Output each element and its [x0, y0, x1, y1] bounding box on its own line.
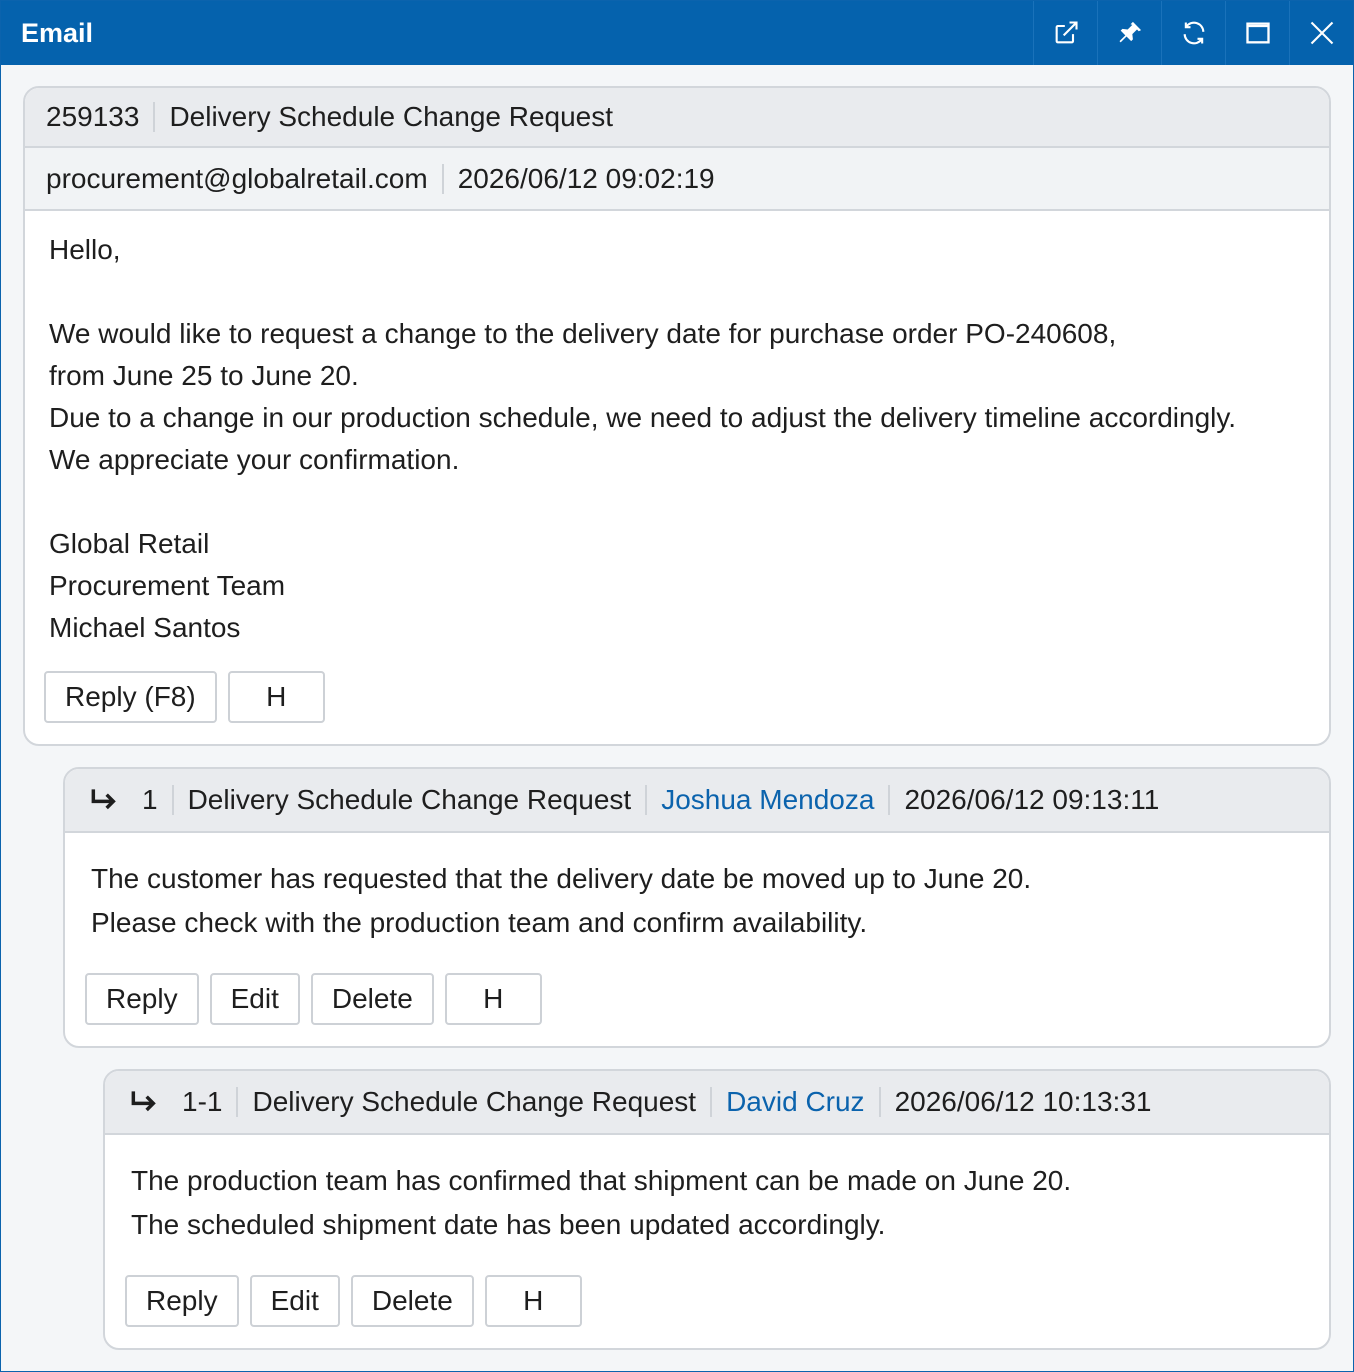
message-datetime: 2026/06/12 09:02:19 [457, 162, 715, 194]
refresh-icon [1180, 19, 1208, 47]
reply-button[interactable]: Reply [125, 1275, 239, 1327]
h-button[interactable]: H [485, 1275, 582, 1327]
reply-subject: Delivery Schedule Change Request [187, 784, 632, 815]
sender-email: procurement@globalretail.com [46, 162, 428, 194]
reply-arrow-icon [128, 1086, 160, 1118]
reply-body: The production team has confirmed that shipment can be made on June 20. The scheduled shipment date has been updated accordingly. [131, 1165, 1072, 1240]
reply-author-link[interactable]: Joshua Mendoza [661, 784, 875, 815]
reply-button[interactable]: Reply [85, 973, 199, 1025]
message-card [23, 86, 1331, 746]
divider [236, 1087, 238, 1117]
pin-icon [1116, 19, 1144, 47]
message-meta [25, 148, 1329, 211]
reply-f8-button[interactable]: Reply (F8) [44, 671, 217, 723]
email-content [1, 65, 1353, 1350]
message-id: 259133 [46, 101, 140, 132]
reply-actions [105, 1275, 1329, 1327]
edit-button[interactable]: Edit [210, 973, 300, 1025]
reply-number: 1 [142, 784, 158, 815]
message-subject: Delivery Schedule Change Request [169, 101, 614, 132]
window-title: Email [21, 17, 94, 48]
open-external-button[interactable] [1033, 1, 1097, 65]
reply-card [103, 1069, 1331, 1350]
title-actions [1033, 1, 1353, 65]
close-button[interactable] [1289, 1, 1353, 65]
reply-header [65, 769, 1329, 833]
message-header [25, 88, 1329, 148]
delete-button[interactable]: Delete [351, 1275, 474, 1327]
pin-button[interactable] [1097, 1, 1161, 65]
maximize-button[interactable] [1225, 1, 1289, 65]
maximize-icon [1244, 19, 1272, 47]
reply-number: 1-1 [182, 1086, 223, 1117]
edit-button[interactable]: Edit [250, 1275, 340, 1327]
reply-body: The customer has requested that the delivery date be moved up to June 20. Please check with the production team and confirm availability. [91, 863, 1032, 938]
message-actions [25, 671, 1329, 723]
divider [153, 102, 155, 132]
divider [710, 1087, 712, 1117]
reply-arrow-icon [88, 784, 120, 816]
divider [879, 1087, 881, 1117]
divider [645, 785, 647, 815]
h-button[interactable]: H [445, 973, 542, 1025]
reply-actions [65, 973, 1329, 1025]
refresh-button[interactable] [1161, 1, 1225, 65]
reply-card [63, 767, 1331, 1048]
reply-datetime: 2026/06/12 10:13:31 [894, 1086, 1152, 1117]
h-button[interactable]: H [228, 671, 325, 723]
reply-datetime: 2026/06/12 09:13:11 [904, 784, 1160, 815]
divider [442, 164, 444, 194]
message-body: Hello, We would like to request a change to the delivery date for purchase order PO-240608, from June 25 to June 20. Due to a change in our production schedule, we need to adjust the delivery timeline accordingly. We appreciate your confirmation. Global Retail Procurement Team Michael Santos [49, 234, 1237, 643]
delete-button[interactable]: Delete [311, 973, 434, 1025]
external-link-icon [1052, 19, 1080, 47]
close-icon [1308, 19, 1336, 47]
divider [172, 785, 174, 815]
divider [888, 785, 890, 815]
reply-header [105, 1071, 1329, 1135]
reply-author-link[interactable]: David Cruz [726, 1086, 865, 1117]
reply-subject: Delivery Schedule Change Request [252, 1086, 697, 1117]
title-bar [1, 1, 1353, 65]
